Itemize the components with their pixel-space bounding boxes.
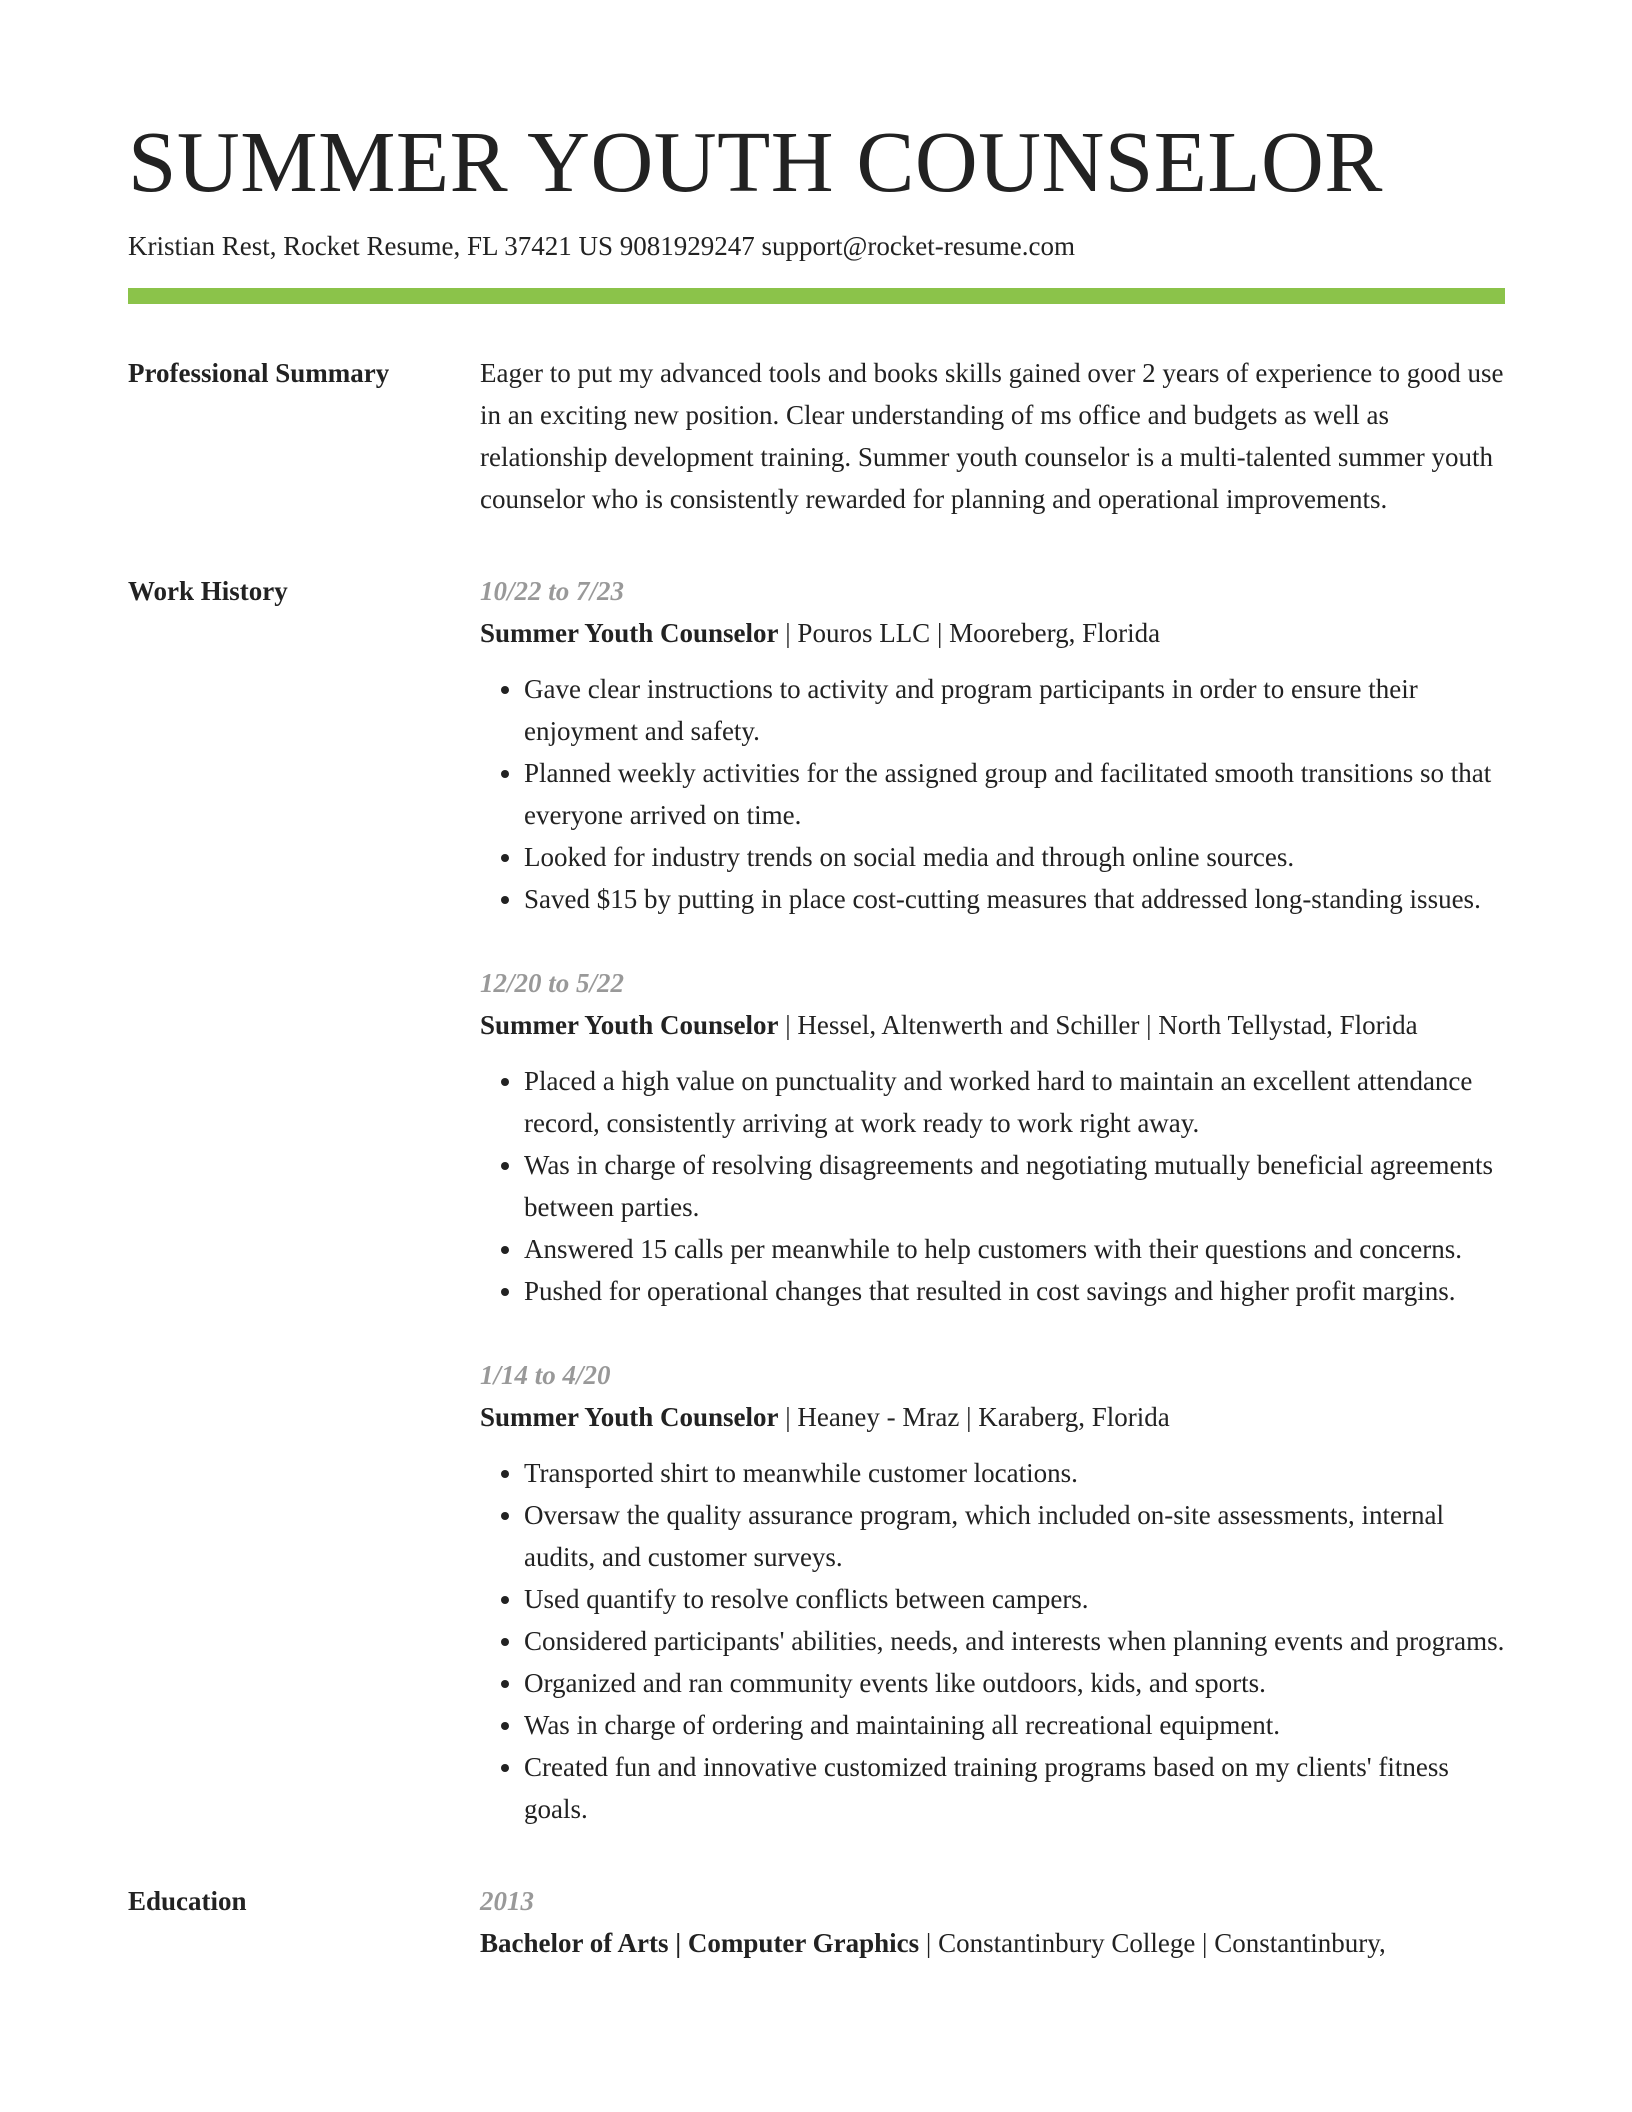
job-title: Summer Youth Counselor (480, 1402, 779, 1433)
job-dates: 12/20 to 5/22 (480, 968, 625, 999)
bullet-item: • Organized and ran community events like outdoors, kids, and sports. (524, 1662, 1505, 1704)
job-bullets (480, 1060, 1505, 1312)
bullet-item: • Pushed for operational changes that resulted in cost savings and higher profit margins. (524, 1270, 1505, 1312)
education-school-location: | Constantinbury College | Constantinbury, (919, 1928, 1386, 1959)
section-label-summary: Professional Summary (128, 358, 390, 389)
work-history-list (480, 570, 1505, 1830)
bullet-item: • Created fun and innovative customized training programs based on my clients' fitness goals. (524, 1746, 1505, 1830)
job-company-location: | Pouros LLC | Mooreberg, Florida (778, 618, 1161, 649)
job-entry (480, 1354, 1505, 1830)
bullet-item: • Was in charge of ordering and maintaining all recreational equipment. (524, 1704, 1505, 1746)
job-dates: 10/22 to 7/23 (480, 576, 625, 607)
summary-section (128, 352, 1505, 520)
bullet-item: • Placed a high value on punctuality and worked hard to maintain an excellent attendance record, consistently arriving at work ready to work right away. (524, 1060, 1505, 1144)
job-bullets (480, 668, 1505, 920)
resume-page (128, 113, 1505, 1964)
section-label-education: Education (128, 1886, 247, 1917)
education-degree-line (480, 1922, 1505, 1964)
bullet-item: • Looked for industry trends on social media and through online sources. (524, 836, 1505, 878)
bullet-item: • Oversaw the quality assurance program, which included on-site assessments, internal audits, and customer surveys. (524, 1494, 1505, 1578)
job-title: Summer Youth Counselor (480, 1010, 779, 1041)
education-degree: Bachelor of Arts | Computer Graphics (480, 1928, 920, 1959)
job-role-line (480, 612, 1505, 654)
education-entry (480, 1880, 1505, 1964)
bullet-item: • Answered 15 calls per meanwhile to help customers with their questions and concerns. (524, 1228, 1505, 1270)
resume-title: SUMMER YOUTH COUNSELOR (128, 113, 1383, 210)
bullet-item: • Used quantify to resolve conflicts between campers. (524, 1578, 1505, 1620)
bullet-item: • Gave clear instructions to activity and program participants in order to ensure their enjoyment and safety. (524, 668, 1505, 752)
bullet-item: • Was in charge of resolving disagreements and negotiating mutually beneficial agreements between parties. (524, 1144, 1505, 1228)
job-role-line (480, 1004, 1505, 1046)
accent-divider (128, 288, 1505, 304)
work-history-section (128, 570, 1505, 1830)
section-label-work-history: Work History (128, 576, 288, 607)
bullet-item: • Saved $15 by putting in place cost-cutting measures that addressed long-standing issues. (524, 878, 1505, 920)
education-date: 2013 (480, 1886, 534, 1917)
job-entry (480, 570, 1505, 920)
job-company-location: | Hessel, Altenwerth and Schiller | North Tellystad, Florida (778, 1010, 1418, 1041)
contact-line: Kristian Rest, Rocket Resume, FL 37421 US 9081929247 support@rocket-resume.com (128, 231, 1075, 261)
education-section (128, 1880, 1505, 1964)
job-entry (480, 962, 1505, 1312)
bullet-item: • Transported shirt to meanwhile customer locations. (524, 1452, 1505, 1494)
bullet-item: • Considered participants' abilities, needs, and interests when planning events and programs. (524, 1620, 1505, 1662)
job-title: Summer Youth Counselor (480, 618, 779, 649)
job-dates: 1/14 to 4/20 (480, 1360, 611, 1391)
summary-text: Eager to put my advanced tools and books skills gained over 2 years of experience to good use in an exciting new position. Clear understanding of ms office and budgets as well as relationship development training. Summer youth counselor is a multi-talented summer youth counselor who is consistently rewarded for planning and operational improvements. (480, 358, 1504, 515)
job-bullets (480, 1452, 1505, 1830)
bullet-item: • Planned weekly activities for the assigned group and facilitated smooth transitions so that everyone arrived on time. (524, 752, 1505, 836)
job-role-line (480, 1396, 1505, 1438)
job-company-location: | Heaney - Mraz | Karaberg, Florida (778, 1402, 1170, 1433)
